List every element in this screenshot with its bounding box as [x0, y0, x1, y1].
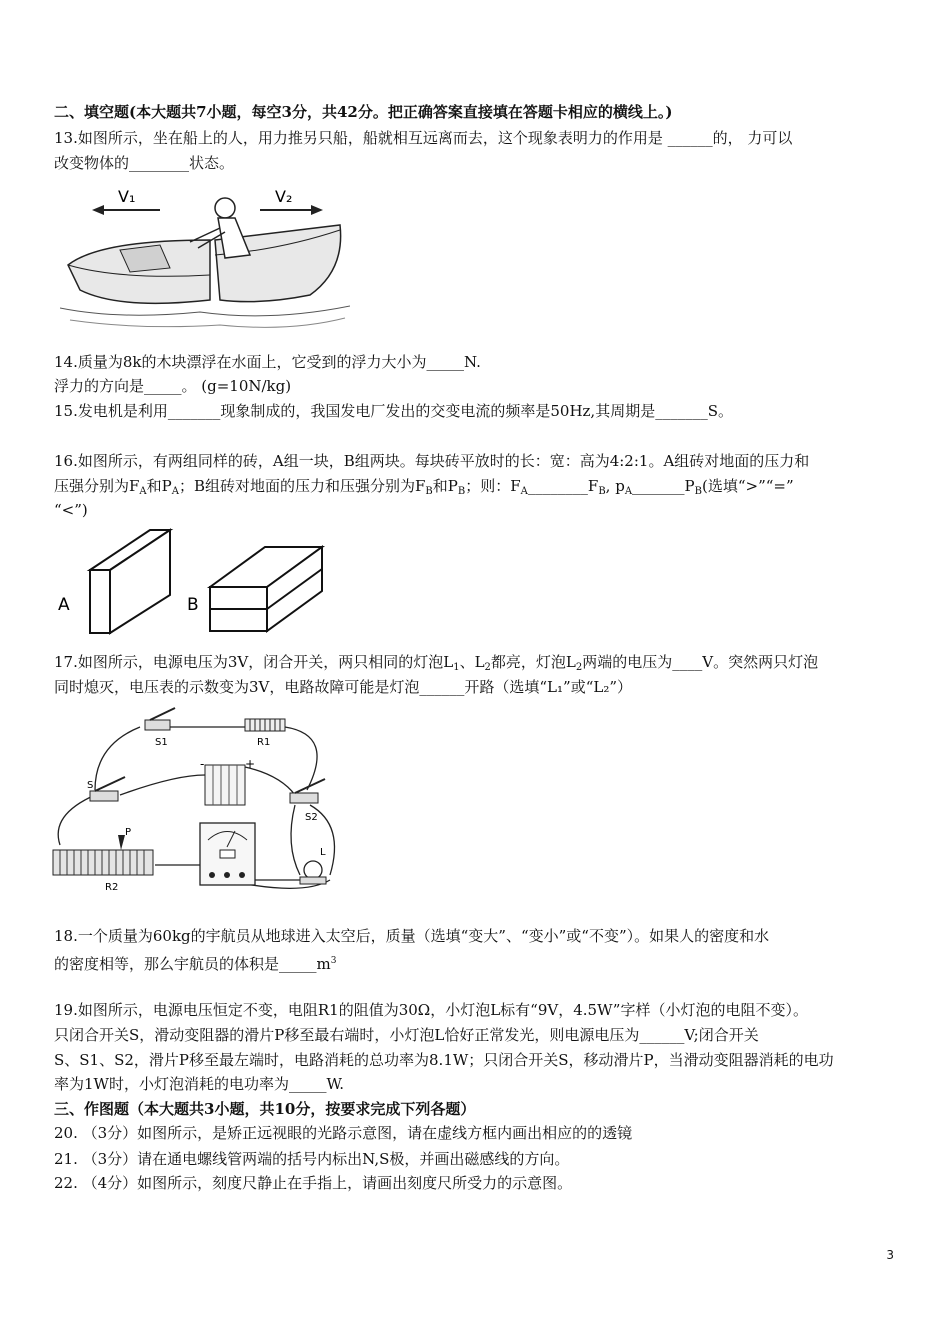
q20-line1: 20. （3分）如图所示，是矫正远视眼的光路示意图，请在虚线方框内画出相应的的透镜 [54, 1124, 633, 1142]
q13-line2: 改变物体的________状态。 [54, 154, 235, 172]
section3-heading: 三、作图题（本大题共3小题，共10分，按要求完成下列各题） [54, 1100, 476, 1118]
q17-line2: 同时熄灭，电压表的示数变为3V，电路故障可能是灯泡______开路（选填“L₁”或“L₂”） [54, 678, 633, 696]
q18-line1: 18.一个质量为60kg的宇航员从地球进入太空后，质量（选填“变大”、“变小”或“不变”）。如果人的密度和水 [54, 927, 770, 945]
switch-s1 [145, 720, 170, 730]
v2-label: V₂ [275, 187, 293, 206]
q18-line2: 的密度相等，那么宇航员的体积是$\_\_\_\_\_m^3$ [54, 955, 337, 973]
s2-label: S2 [305, 812, 318, 823]
brick-a-label: A [58, 595, 70, 615]
q16-line1: 16.如图所示，有两组同样的砖，A组一块，B组两块。每块砖平放时的长：宽：高为4:2:1。A组砖对地面的压力和 [54, 452, 810, 470]
v1-arrowhead [92, 205, 104, 215]
l-label: L [320, 847, 326, 858]
q19-line4: 率为1W时，小灯泡消耗的电功率为_____W. [54, 1075, 345, 1093]
switch-s2 [290, 793, 318, 803]
rheostat-r2 [53, 850, 153, 875]
v2-arrowhead [311, 205, 323, 215]
bricks-figure [50, 525, 340, 640]
v1-label: V₁ [118, 187, 136, 206]
s-label: S [87, 780, 94, 791]
bulb-l [304, 861, 322, 879]
q15-line1: 15.发电机是利用_______现象制成的，我国发电厂发出的交变电流的频率是50Hz,其周期是_______S。 [54, 402, 733, 420]
boat-figure [60, 180, 350, 340]
r2-label: R2 [105, 882, 119, 893]
q19-line1: 19.如图所示，电源电压恒定不变，电阻R1的阻值为30Ω，小灯泡L标有“9V，4.5W”字样（小灯泡的电阻不变）。 [54, 1001, 808, 1019]
slider-p [118, 835, 125, 850]
q19-line3: S、S1、S2，滑片P移至最左端时，电路消耗的总功率为8.1W；只闭合开关S，移动滑片P，当滑动变阻器消耗的电功 [54, 1051, 834, 1069]
q19-line2: 只闭合开关S，滑动变阻器的滑片P移至最右端时，小灯泡L恰好正常发光，则电源电压为______V;闭合开关 [54, 1026, 759, 1044]
circuit-figure [45, 705, 355, 895]
q16-line2: 压强分别为$F_A$和$P_A$；B组砖对地面的压力和压强分别为$F_B$和$P_B$；则：$F_A\_\_\_\_\_\_\_\_F_B$, $p_A\_\_\_\_\_\_\_P_B$(选填“>”“=” [54, 477, 794, 497]
battery [205, 765, 245, 805]
q21-line1: 21. （3分）请在通电螺线管两端的括号内标出N,S极，并画出磁感线的方向。 [54, 1150, 570, 1168]
page-number: 3 [886, 1248, 894, 1262]
q17-line1: 17.如图所示，电源电压为3V，闭合开关，两只相同的灯泡$L_1$、$L_2$都亮，灯泡$L_2$两端的电压为____V。突然两只灯泡 [54, 653, 819, 673]
q22-line1: 22. （4分）如图所示，刻度尺静止在手指上，请画出刻度尺所受力的示意图。 [54, 1174, 573, 1192]
q14-line2: 浮力的方向是_____。 (g=10N/kg) [54, 377, 292, 395]
q14-line1: 14.质量为8k的木块漂浮在水面上，它受到的浮力大小为_____N. [54, 353, 481, 371]
battery-minus: - [200, 757, 205, 771]
person-head [215, 198, 235, 218]
q13-line1: 13.如图所示，坐在船上的人，用力推另只船，船就相互远离而去，这个现象表明力的作用是 ______的， 力可以 [54, 129, 793, 147]
water-line [60, 306, 350, 316]
brick-b-label: B [187, 595, 199, 615]
battery-plus: + [245, 757, 256, 771]
brick-a [90, 570, 110, 633]
switch-s [90, 791, 118, 801]
p-label: P [125, 827, 132, 838]
section2-heading: 二、填空题(本大题共7小题，每空3分，共42分。把正确答案直接填在答题卡相应的横线上。) [54, 103, 673, 121]
q16-line3: “<”) [54, 501, 88, 519]
s1-label: S1 [155, 737, 168, 748]
r1-label: R1 [257, 737, 271, 748]
